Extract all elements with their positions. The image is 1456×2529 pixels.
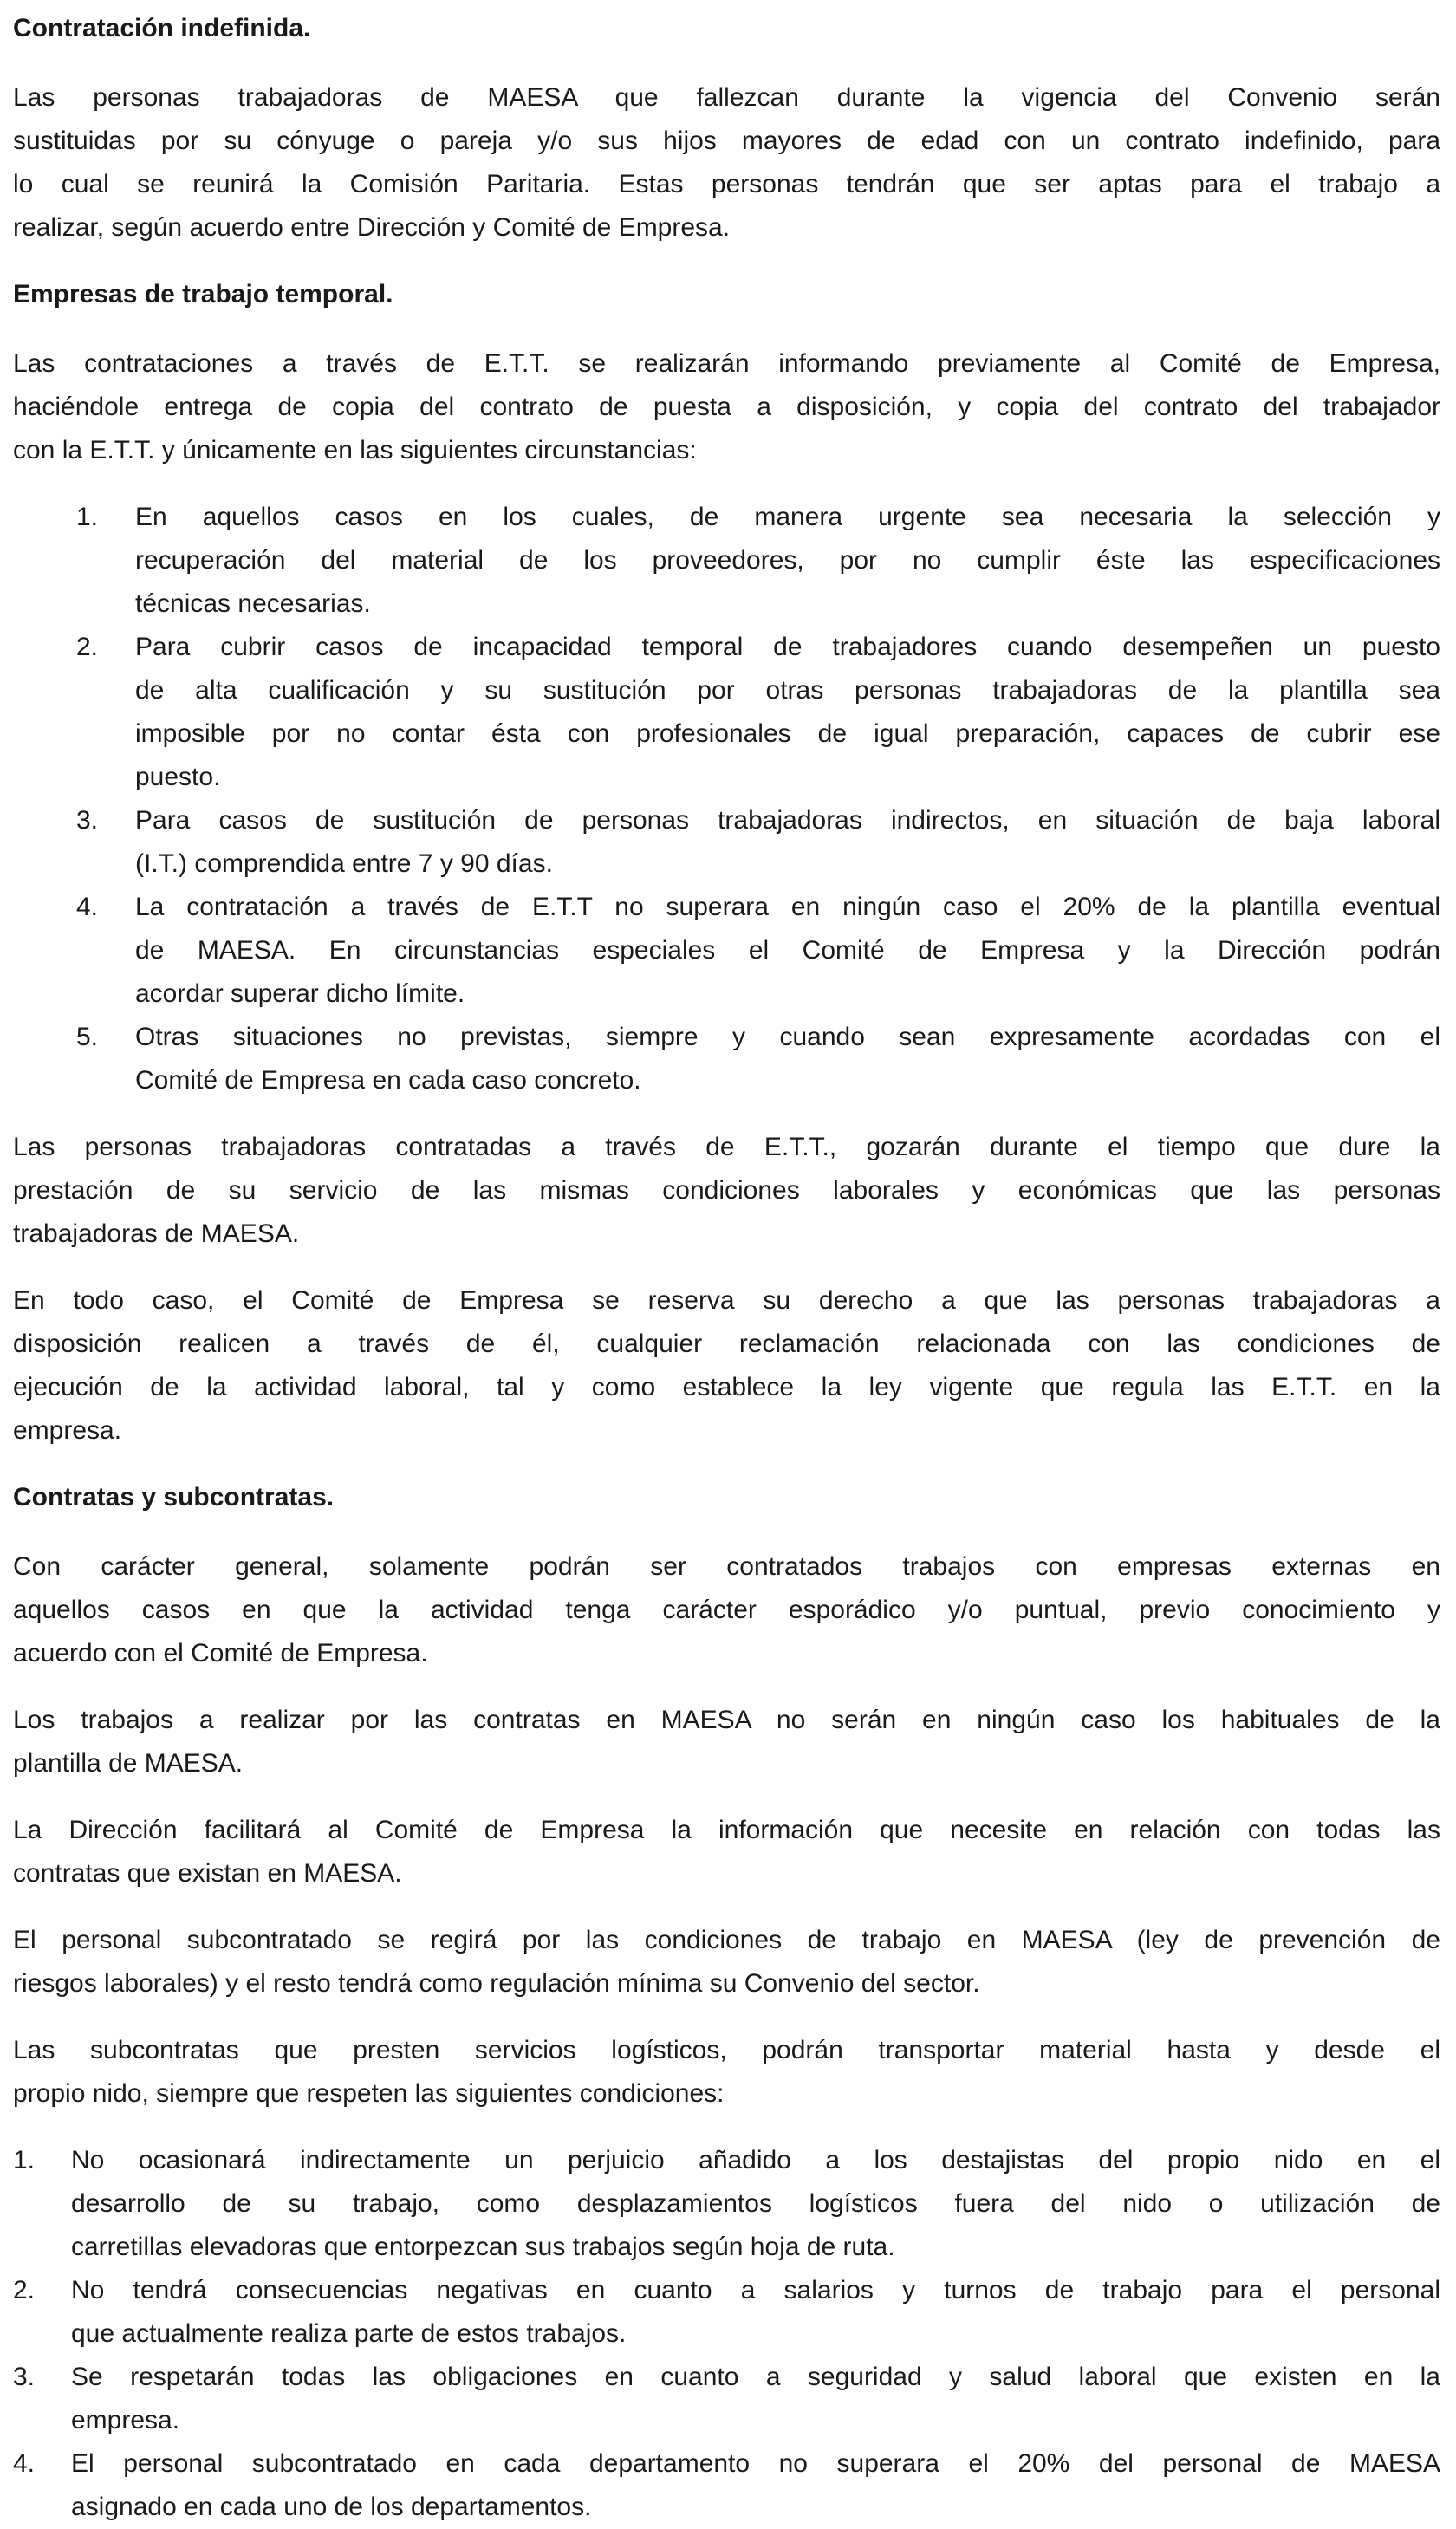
text-line: prestación de su servicio de las mismas condiciones laborales y económicas que las personas [13,1176,1440,1205]
text-line: Las personas trabajadoras de MAESA que fallezcan durante la vigencia del Convenio serán [13,83,1440,112]
text-line: desarrollo de su trabajo, como desplazamientos logísticos fuera del nido o utilización de [71,2189,1440,2218]
text-line: disposición realicen a través de él, cualquier reclamación relacionada con las condiciones de [13,1330,1440,1358]
list-item-text [135,886,1440,1016]
list-item [13,626,1440,799]
text-line: En aquellos casos en los cuales, de manera urgente sea necesaria la selección y [135,503,1440,531]
list-item [13,496,1440,626]
text-line: realizar, según acuerdo entre Dirección y Comité de Empresa. [13,213,731,242]
text-line: El personal subcontratado se regirá por las condiciones de trabajo en MAESA (ley de prevención de [13,1926,1440,1954]
text-line: trabajadoras de MAESA. [13,1219,300,1248]
text-line: empresa. [13,1416,122,1445]
text-line: asignado en cada uno de los departamentos. [71,2493,592,2521]
text-line: (I.T.) comprendida entre 7 y 90 días. [135,849,553,878]
list-item-number: 4. [13,2449,36,2478]
numbered-list [13,496,1440,1102]
text-line: El personal subcontratado en cada departamento no superara el 20% del personal de MAESA [71,2449,1440,2478]
list-item-number: 5. [76,1023,99,1051]
text-line: Las personas trabajadoras contratadas a través de E.T.T., gozarán durante el tiempo que dure la [13,1133,1440,1161]
list-item-text [135,1016,1440,1102]
text-line: ejecución de la actividad laboral, tal y como establece la ley vigente que regula las E.T.T. en la [13,1373,1440,1401]
text-line: empresa. [71,2406,180,2435]
text-line: de MAESA. En circunstancias especiales el Comité de Empresa y la Dirección podrán [135,936,1440,965]
list-item-text [71,2269,1440,2356]
text-line: acuerdo con el Comité de Empresa. [13,1639,428,1668]
text-line: imposible por no contar ésta con profesionales de igual preparación, capaces de cubrir ese [135,719,1440,748]
text-line: Otras situaciones no previstas, siempre y cuando sean expresamente acordadas con el [135,1023,1440,1051]
list-item [13,799,1440,886]
text-line: acordar superar dicho límite. [135,979,465,1008]
paragraph [13,1545,1440,1675]
text-line: No ocasionará indirectamente un perjuicio añadido a los destajistas del propio nido en el [71,2146,1440,2175]
paragraph [13,1919,1440,2006]
text-line: propio nido, siempre que respeten las siguientes condiciones: [13,2079,725,2108]
list-item-text [71,2356,1440,2442]
list-item [13,1016,1440,1102]
text-line: Las subcontratas que presten servicios logísticos, podrán transportar material hasta y desde el [13,2036,1440,2064]
paragraph [13,1809,1440,1895]
text-line: Comité de Empresa en cada caso concreto. [135,1066,641,1095]
list-item [13,2139,1440,2269]
text-line: La Dirección facilitará al Comité de Empresa la información que necesite en relación con todas las [13,1816,1440,1844]
text-line: que actualmente realiza parte de estos trabajos. [71,2319,627,2348]
paragraph [13,342,1440,472]
text-line: puesto. [135,763,221,791]
list-item-number: 1. [13,2146,36,2175]
section-heading: Contratas y subcontratas. [13,1483,335,1512]
list-item [13,2269,1440,2356]
text-line: con la E.T.T. y únicamente en las siguientes circunstancias: [13,436,697,465]
section-heading: Contratación indefinida. [13,14,311,42]
paragraph [13,76,1440,250]
text-line: haciéndole entrega de copia del contrato de puesta a disposición, y copia del contrato del trabajador [13,393,1440,421]
text-line: Se respetarán todas las obligaciones en cuanto a seguridad y salud laboral que existen en la [71,2363,1440,2391]
list-item-text [71,2139,1440,2269]
text-line: recuperación del material de los proveedores, por no cumplir éste las especificaciones [135,546,1440,575]
list-item-number: 4. [76,893,99,921]
numbered-list [13,2139,1440,2529]
list-item-text [71,2442,1440,2529]
text-line: riesgos laborales) y el resto tendrá como regulación mínima su Convenio del sector. [13,1969,980,1998]
list-item [13,886,1440,1016]
list-item [13,2442,1440,2529]
text-line: aquellos casos en que la actividad tenga carácter esporádico y/o puntual, previo conocimiento y [13,1596,1440,1624]
text-line: Para casos de sustitución de personas trabajadoras indirectos, en situación de baja laboral [135,806,1440,835]
list-item-text [135,496,1440,626]
paragraph [13,1126,1440,1256]
list-item [13,2356,1440,2442]
text-line: plantilla de MAESA. [13,1749,244,1778]
text-line: de alta cualificación y su sustitución por otras personas trabajadoras de la plantilla sea [135,676,1440,705]
list-item-number: 3. [13,2363,36,2391]
text-line: Los trabajos a realizar por las contratas en MAESA no serán en ningún caso los habituales de la [13,1706,1440,1734]
text-line: lo cual se reunirá la Comisión Paritaria. Estas personas tendrán que ser aptas para el trabajo a [13,170,1440,198]
text-line: Las contrataciones a través de E.T.T. se realizarán informando previamente al Comité de Empresa, [13,349,1440,378]
text-line: En todo caso, el Comité de Empresa se reserva su derecho a que las personas trabajadoras a [13,1286,1440,1315]
text-line: Con carácter general, solamente podrán ser contratados trabajos con empresas externas en [13,1552,1440,1581]
list-item-number: 3. [76,806,99,835]
text-line: La contratación a través de E.T.T no superara en ningún caso el 20% de la plantilla eventual [135,893,1440,921]
text-line: sustituidas por su cónyuge o pareja y/o sus hijos mayores de edad con un contrato indefinido, para [13,127,1440,155]
section-heading: Empresas de trabajo temporal. [13,280,393,309]
list-item-text [135,799,1440,886]
text-line: contratas que existan en MAESA. [13,1859,402,1888]
list-item-number: 1. [76,503,99,531]
list-item-text [135,626,1440,799]
text-line: No tendrá consecuencias negativas en cuanto a salarios y turnos de trabajo para el personal [71,2276,1440,2305]
text-line: carretillas elevadoras que entorpezcan sus trabajos según hoja de ruta. [71,2233,895,2261]
paragraph [13,2029,1440,2116]
text-line: Para cubrir casos de incapacidad temporal de trabajadores cuando desempeñen un puesto [135,633,1440,661]
text-line: técnicas necesarias. [135,589,371,618]
list-item-number: 2. [76,633,99,661]
paragraph [13,1699,1440,1785]
list-item-number: 2. [13,2276,36,2305]
paragraph [13,1279,1440,1453]
